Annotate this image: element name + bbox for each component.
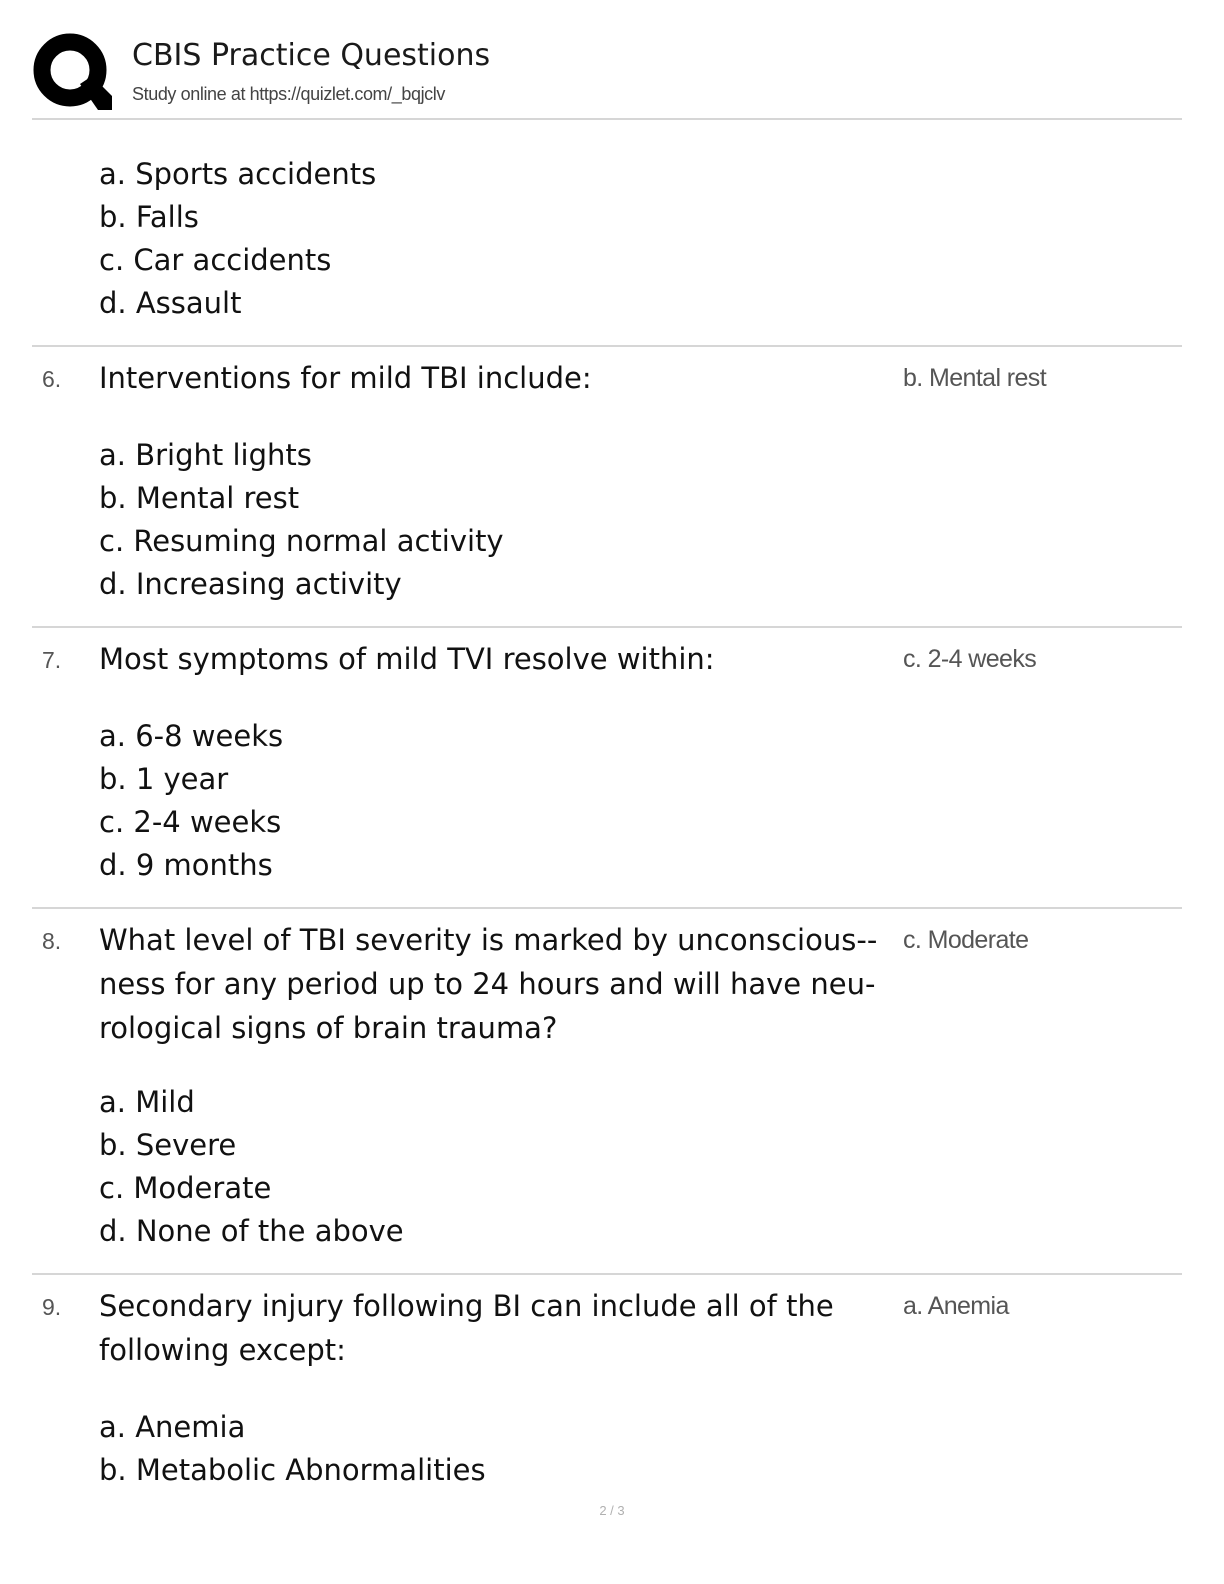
question-number: 6.: [42, 366, 62, 392]
option-list: [99, 153, 376, 325]
page-number: 2 / 3: [599, 1503, 625, 1518]
option: b. 1 year: [99, 762, 229, 796]
answer-text: c. Moderate: [903, 926, 1029, 954]
option: b. Falls: [99, 200, 199, 234]
option: d. None of the above: [99, 1214, 404, 1248]
option-list: [99, 1406, 486, 1492]
option: a. Mild: [99, 1085, 195, 1119]
option-list: [99, 715, 283, 887]
question-card: [32, 120, 1182, 347]
option: b. Severe: [99, 1128, 237, 1162]
option: b. Mental rest: [99, 481, 300, 515]
question-text: Interventions for mild TBI include:: [99, 361, 592, 395]
option: a. 6-8 weeks: [99, 719, 284, 753]
question-text: Secondary injury following BI can include all of the following except:: [99, 1289, 834, 1367]
option: d. Assault: [99, 286, 242, 320]
page-header: [32, 30, 1182, 120]
question-card: [32, 347, 1182, 628]
question-text: What level of TBI severity is marked by unconscious-ness for any period up to 24 hours and will have neurological signs of brain trauma?: [99, 923, 878, 1045]
option: b. Metabolic Abnormalities: [99, 1453, 486, 1487]
question-number: 9.: [42, 1294, 62, 1320]
option: d. Increasing activity: [99, 567, 402, 601]
question-number: 8.: [42, 928, 62, 954]
answer-text: a. Anemia: [903, 1292, 1009, 1320]
option-list: [99, 434, 504, 606]
study-online-link[interactable]: Study online at https://quizlet.com/_bqjclv: [132, 84, 445, 104]
option: c. 2-4 weeks: [99, 805, 282, 839]
option: c. Moderate: [99, 1171, 272, 1205]
option: c. Car accidents: [99, 243, 332, 277]
question-text: Most symptoms of mild TVI resolve within:: [99, 642, 715, 676]
option: a. Anemia: [99, 1410, 246, 1444]
option-list: [99, 1081, 404, 1253]
option: a. Bright lights: [99, 438, 312, 472]
question-card: [32, 628, 1182, 909]
option: c. Resuming normal activity: [99, 524, 504, 558]
option: d. 9 months: [99, 848, 273, 882]
question-card: [32, 909, 1182, 1275]
question-number: 7.: [42, 647, 62, 673]
option: a. Sports accidents: [99, 157, 377, 191]
answer-text: c. 2-4 weeks: [903, 645, 1037, 673]
answer-text: b. Mental rest: [903, 364, 1047, 392]
quizlet-logo-icon: [32, 32, 112, 112]
question-card: [32, 1275, 1182, 1495]
page-title: CBIS Practice Questions: [132, 38, 491, 73]
